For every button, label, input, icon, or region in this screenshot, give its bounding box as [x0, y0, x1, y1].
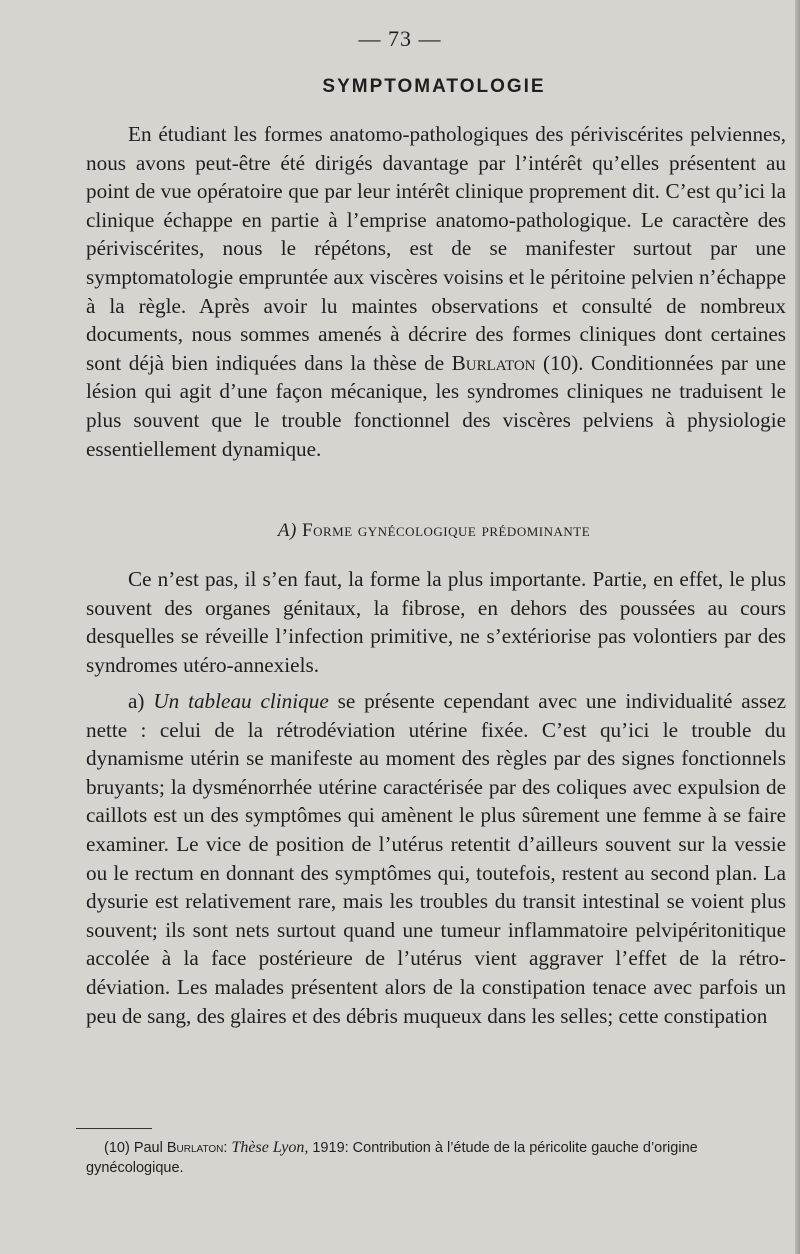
- intro-text-end: (10). Conditionnées par une lésion qui agit d’une façon mécanique, les syndromes cliniques ne traduisent le plus souvent que le trouble fonctionnel des viscères pelviens à physiologie essentiellement dynamique.: [86, 350, 787, 461]
- sub-title: Un tableau clinique: [153, 689, 329, 713]
- footnote-ref: (10) Paul: [104, 1140, 163, 1156]
- footnote: [86, 1138, 786, 1178]
- page-number: — 73 —: [358, 26, 442, 51]
- intro-paragraph: [86, 120, 786, 463]
- section-letter: A): [277, 520, 297, 541]
- section-paragraph: [86, 565, 786, 679]
- chapter-heading: SYMPTOMATOLOGIE: [322, 76, 546, 97]
- footnote-rule: [76, 1128, 152, 1129]
- footnote-author: Burlaton: [166, 1140, 224, 1156]
- footnote-colon: :: [223, 1140, 228, 1156]
- footnote-work: Thèse Lyon,: [231, 1139, 309, 1156]
- sub-paragraph: [86, 687, 786, 1030]
- page-edge: [795, 0, 800, 1254]
- section-text: Ce n’est pas, il s’en faut, la forme la plus importante. Partie, en effet, le plus souvent des organes génitaux, la fibrose, en dehors des poussées au cours desquelles se réveille l’infection primitive, ne s’extériorise pas volontiers par des syndromes utéro-annexiels.: [86, 567, 786, 677]
- footnote-rest: 1919: Contribution à l’étude de la péricolite gauche d’origine gynécologique.: [86, 1140, 698, 1176]
- sub-label: a): [128, 689, 145, 713]
- intro-text: En étudiant les formes anatomo-pathologiques des périviscérites pelviennes, nous avons peut-être été dirigés davantage par l’intérêt qu’elles présentent au point de vue opératoire que par leur intérêt clinique proprement dit. C’est qu’ici la clinique échappe en partie à l’emprise anatomo-pathologique. Le caractère des périviscérites, nous le répétons, est de se manifester surtout par une symptomatologie empruntée aux viscères voisins et le péritoine pelvien n’échappe à la règle. Après avoir lu maintes observations et consulté de nombreux documents, nous sommes amenés à décrire des formes cliniques dont certaines sont déjà bien indiquées dans la thèse de: [86, 122, 786, 375]
- sub-text: se présente cependant avec une individualité assez nette : celui de la rétrodéviation utérine fixée. C’est qu’ici le trouble du dynamisme utérin se manifeste au moment des règles par des signes fonctionnels bruyants; la dysménorrhée utérine caractérisée par des coliques avec expulsion de caillots est un des symptômes qui amènent le plus sûrement une femme à se faire examiner. Le vice de position de l’utérus retentit d’ailleurs souvent sur la vessie ou le rectum en donnant des symptômes qui, toutefois, restent au second plan. La dysurie est relativement rare, mais les troubles du transit intestinal se voient plus souvent; ils sont nets surtout quand une tumeur inflammatoire pelvipéritonitique accolée à la face postérieure de l’utérus vient aggraver l’effet de la rétro-déviation. Les malades présentent alors de la constipation tenace avec parfois un peu de sang, des glaires et des débris muqueux dans les selles; cette constipation: [86, 689, 787, 1028]
- section-title: Forme gynécologique prédominante: [302, 520, 591, 541]
- intro-author: Burlaton: [451, 350, 536, 375]
- section-heading: [0, 520, 800, 542]
